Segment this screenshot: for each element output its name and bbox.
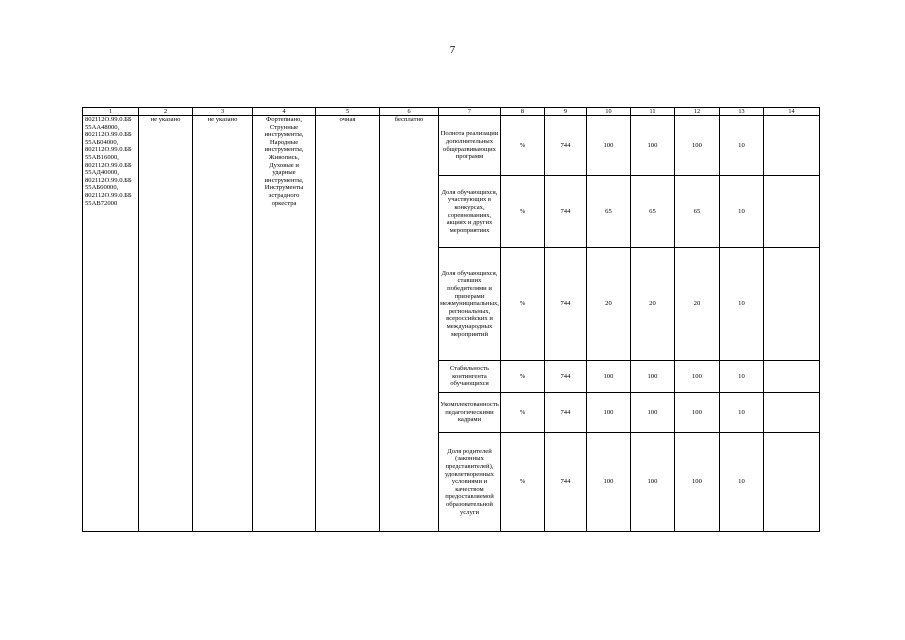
header-cell: 10 (586, 108, 630, 116)
header-cell: 11 (630, 108, 674, 116)
category-cell: не указано (193, 116, 253, 532)
header-cell: 13 (719, 108, 763, 116)
indicator-value: 65 (586, 176, 630, 248)
instrument-line: Духовые и (269, 161, 299, 169)
indicator-value: 20 (674, 248, 719, 361)
indicator-value: 100 (674, 433, 719, 532)
indicator-value: 20 (630, 248, 674, 361)
indicator-value: 65 (630, 176, 674, 248)
indicator-value: 20 (586, 248, 630, 361)
indicator-deviation: 10 (719, 116, 763, 176)
indicator-note (763, 248, 819, 361)
indicator-unit: % (500, 393, 544, 433)
indicator-note (763, 176, 819, 248)
header-cell: 3 (193, 108, 253, 116)
indicator-deviation: 10 (719, 361, 763, 393)
indicator-okei-code: 744 (544, 176, 586, 248)
indicator-unit: % (500, 176, 544, 248)
service-code: 802112О.99.0.ББ (85, 146, 132, 154)
instrument-line: Струнные (269, 123, 299, 131)
instrument-line: инструменты, (264, 176, 304, 184)
instrument-line: Народные (269, 138, 299, 146)
indicator-value: 100 (630, 361, 674, 393)
indicator-unit: % (500, 116, 544, 176)
indicator-value: 100 (586, 393, 630, 433)
indicator-note (763, 116, 819, 176)
indicator-value: 100 (586, 361, 630, 393)
indicator-name: Доля родителей (законных представителей), удовлетворенных условиями и качеством предоставляемой образовательной услуги (439, 433, 501, 532)
header-cell: 2 (139, 108, 193, 116)
header-cell: 6 (380, 108, 439, 116)
service-code: 802112О.99.0.ББ (85, 191, 132, 199)
indicator-note (763, 433, 819, 532)
indicator-unit: % (500, 361, 544, 393)
indicator-name: Доля обучающихся, ставших победителями и призерами межмуниципальных, региональных, всероссийских и международных мероприятий (439, 248, 501, 361)
service-code: 802112О.99.0.ББ (85, 161, 132, 169)
indicator-value: 100 (586, 433, 630, 532)
indicators-table (82, 107, 820, 532)
instrument-line: эстрадного (268, 191, 300, 199)
header-cell: 5 (316, 108, 380, 116)
header-row (83, 108, 820, 116)
indicator-value: 100 (630, 393, 674, 433)
indicator-value: 100 (674, 361, 719, 393)
indicator-deviation: 10 (719, 393, 763, 433)
service-code: 802112О.99.0.ББ (85, 176, 132, 184)
indicator-okei-code: 744 (544, 393, 586, 433)
instrument-line: инструменты, (264, 146, 304, 154)
instrument-line: ударные (272, 169, 296, 177)
indicator-value: 100 (674, 393, 719, 433)
service-code: 55АБ60000, (85, 184, 119, 192)
indicator-okei-code: 744 (544, 116, 586, 176)
service-code: 802112О.99.0.ББ (85, 116, 132, 123)
table-row (83, 116, 820, 176)
indicator-okei-code: 744 (544, 433, 586, 532)
indicator-deviation: 10 (719, 248, 763, 361)
indicator-note (763, 393, 819, 433)
indicator-okei-code: 744 (544, 361, 586, 393)
indicator-okei-code: 744 (544, 248, 586, 361)
indicator-deviation: 10 (719, 433, 763, 532)
instruments-cell (253, 116, 316, 532)
instrument-line: Инструменты (264, 184, 304, 192)
indicator-value: 100 (630, 433, 674, 532)
form-of-study-cell: очная (316, 116, 380, 532)
indicator-name: Укомплектованность педагогическими кадрами (439, 393, 501, 433)
service-code: 55АД40000, (85, 169, 119, 177)
service-codes-cell (83, 116, 139, 532)
indicator-value: 65 (674, 176, 719, 248)
indicator-unit: % (500, 248, 544, 361)
indicator-deviation: 10 (719, 176, 763, 248)
content-type-cell: не указано (139, 116, 193, 532)
indicator-unit: % (500, 433, 544, 532)
header-cell: 7 (439, 108, 501, 116)
service-code: 55АБ04000, (85, 138, 119, 146)
instrument-line: Фортепиано, (266, 116, 302, 123)
indicator-note (763, 361, 819, 393)
instrument-line: Живопись, (268, 153, 300, 161)
header-cell: 12 (674, 108, 719, 116)
header-cell: 14 (763, 108, 819, 116)
service-code: 55АВ16000, (85, 153, 119, 161)
page-number: 7 (449, 44, 456, 56)
instrument-line: оркестра (271, 199, 297, 207)
payment-cell: бесплатно (380, 116, 439, 532)
header-cell: 8 (500, 108, 544, 116)
service-code: 55АВ72000 (85, 199, 118, 207)
service-code: 802112О.99.0.ББ (85, 131, 132, 139)
header-cell: 4 (253, 108, 316, 116)
indicator-name: Полнота реализации дополнительных общеразвивающих программ (439, 116, 501, 176)
indicator-value: 100 (586, 116, 630, 176)
indicator-name: Стабильность контингента обучающихся (439, 361, 501, 393)
header-cell: 9 (544, 108, 586, 116)
service-code: 55АА48000, (85, 123, 120, 131)
indicator-name: Доля обучающихся, участвующих в конкурсах, соревнованиях, акциях и других мероприятиях (439, 176, 501, 248)
indicator-value: 100 (674, 116, 719, 176)
indicator-value: 100 (630, 116, 674, 176)
instrument-line: инструменты, (264, 131, 304, 139)
header-cell: 1 (83, 108, 139, 116)
